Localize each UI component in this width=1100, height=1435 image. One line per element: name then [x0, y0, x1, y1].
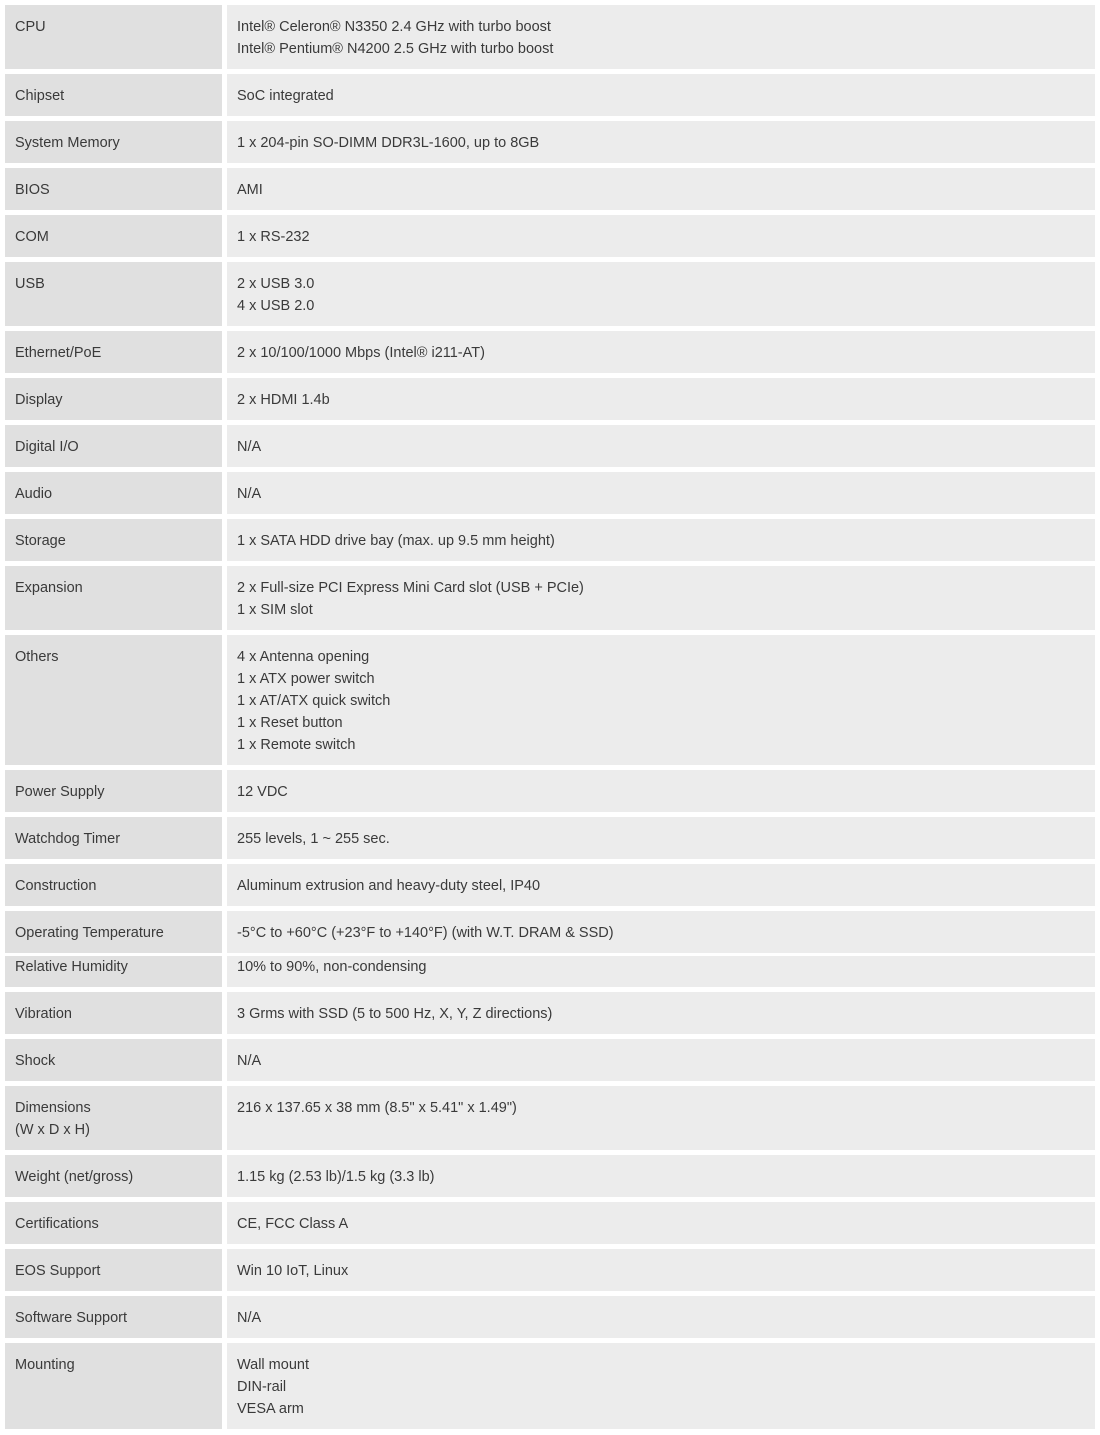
spec-label-certifications: Certifications: [5, 1202, 222, 1244]
spec-label-com: COM: [5, 215, 222, 257]
spec-value-usb: 2 x USB 3.0 4 x USB 2.0: [227, 262, 1095, 326]
spec-label-audio: Audio: [5, 472, 222, 514]
spec-label-cpu: CPU: [5, 5, 222, 69]
spec-label-chipset: Chipset: [5, 74, 222, 116]
spec-value-cpu: Intel® Celeron® N3350 2.4 GHz with turbo boost Intel® Pentium® N4200 2.5 GHz with turbo boost: [227, 5, 1095, 69]
spec-value-software-support: N/A: [227, 1296, 1095, 1338]
spec-label-vibration: Vibration: [5, 992, 222, 1034]
spec-value-digital-io: N/A: [227, 425, 1095, 467]
spec-value-construction: Aluminum extrusion and heavy-duty steel, IP40: [227, 864, 1095, 906]
spec-label-relative-humidity: Relative Humidity: [5, 956, 222, 987]
spec-label-weight: Weight (net/gross): [5, 1155, 222, 1197]
spec-value-eos-support: Win 10 IoT, Linux: [227, 1249, 1095, 1291]
spec-value-expansion: 2 x Full-size PCI Express Mini Card slot (USB + PCIe) 1 x SIM slot: [227, 566, 1095, 630]
spec-value-watchdog-timer: 255 levels, 1 ~ 255 sec.: [227, 817, 1095, 859]
spec-label-system-memory: System Memory: [5, 121, 222, 163]
spec-value-power-supply: 12 VDC: [227, 770, 1095, 812]
spec-value-weight: 1.15 kg (2.53 lb)/1.5 kg (3.3 lb): [227, 1155, 1095, 1197]
spec-label-digital-io: Digital I/O: [5, 425, 222, 467]
spec-value-storage: 1 x SATA HDD drive bay (max. up 9.5 mm height): [227, 519, 1095, 561]
spec-value-chipset: SoC integrated: [227, 74, 1095, 116]
spec-value-system-memory: 1 x 204-pin SO-DIMM DDR3L-1600, up to 8GB: [227, 121, 1095, 163]
spec-value-audio: N/A: [227, 472, 1095, 514]
spec-value-ethernet-poe: 2 x 10/100/1000 Mbps (Intel® i211-AT): [227, 331, 1095, 373]
spec-value-others: 4 x Antenna opening 1 x ATX power switch 1 x AT/ATX quick switch 1 x Reset button 1 x Remote switch: [227, 635, 1095, 765]
spec-label-watchdog-timer: Watchdog Timer: [5, 817, 222, 859]
spec-table: [5, 5, 1095, 1429]
spec-label-bios: BIOS: [5, 168, 222, 210]
spec-value-mounting: Wall mount DIN-rail VESA arm: [227, 1343, 1095, 1429]
spec-label-storage: Storage: [5, 519, 222, 561]
spec-label-software-support: Software Support: [5, 1296, 222, 1338]
spec-value-com: 1 x RS-232: [227, 215, 1095, 257]
spec-label-shock: Shock: [5, 1039, 222, 1081]
spec-value-vibration: 3 Grms with SSD (5 to 500 Hz, X, Y, Z directions): [227, 992, 1095, 1034]
spec-value-dimensions: 216 x 137.65 x 38 mm (8.5" x 5.41" x 1.49"): [227, 1086, 1095, 1150]
spec-label-operating-temperature: Operating Temperature: [5, 911, 222, 953]
spec-label-ethernet-poe: Ethernet/PoE: [5, 331, 222, 373]
spec-value-certifications: CE, FCC Class A: [227, 1202, 1095, 1244]
spec-label-others: Others: [5, 635, 222, 765]
spec-label-dimensions: Dimensions (W x D x H): [5, 1086, 222, 1150]
spec-value-shock: N/A: [227, 1039, 1095, 1081]
spec-label-display: Display: [5, 378, 222, 420]
spec-label-expansion: Expansion: [5, 566, 222, 630]
spec-label-power-supply: Power Supply: [5, 770, 222, 812]
spec-label-construction: Construction: [5, 864, 222, 906]
spec-label-usb: USB: [5, 262, 222, 326]
spec-value-operating-temperature: -5°C to +60°C (+23°F to +140°F) (with W.T. DRAM & SSD): [227, 911, 1095, 953]
spec-value-bios: AMI: [227, 168, 1095, 210]
spec-label-mounting: Mounting: [5, 1343, 222, 1429]
spec-value-display: 2 x HDMI 1.4b: [227, 378, 1095, 420]
spec-value-relative-humidity: 10% to 90%, non-condensing: [227, 956, 1095, 987]
spec-label-eos-support: EOS Support: [5, 1249, 222, 1291]
